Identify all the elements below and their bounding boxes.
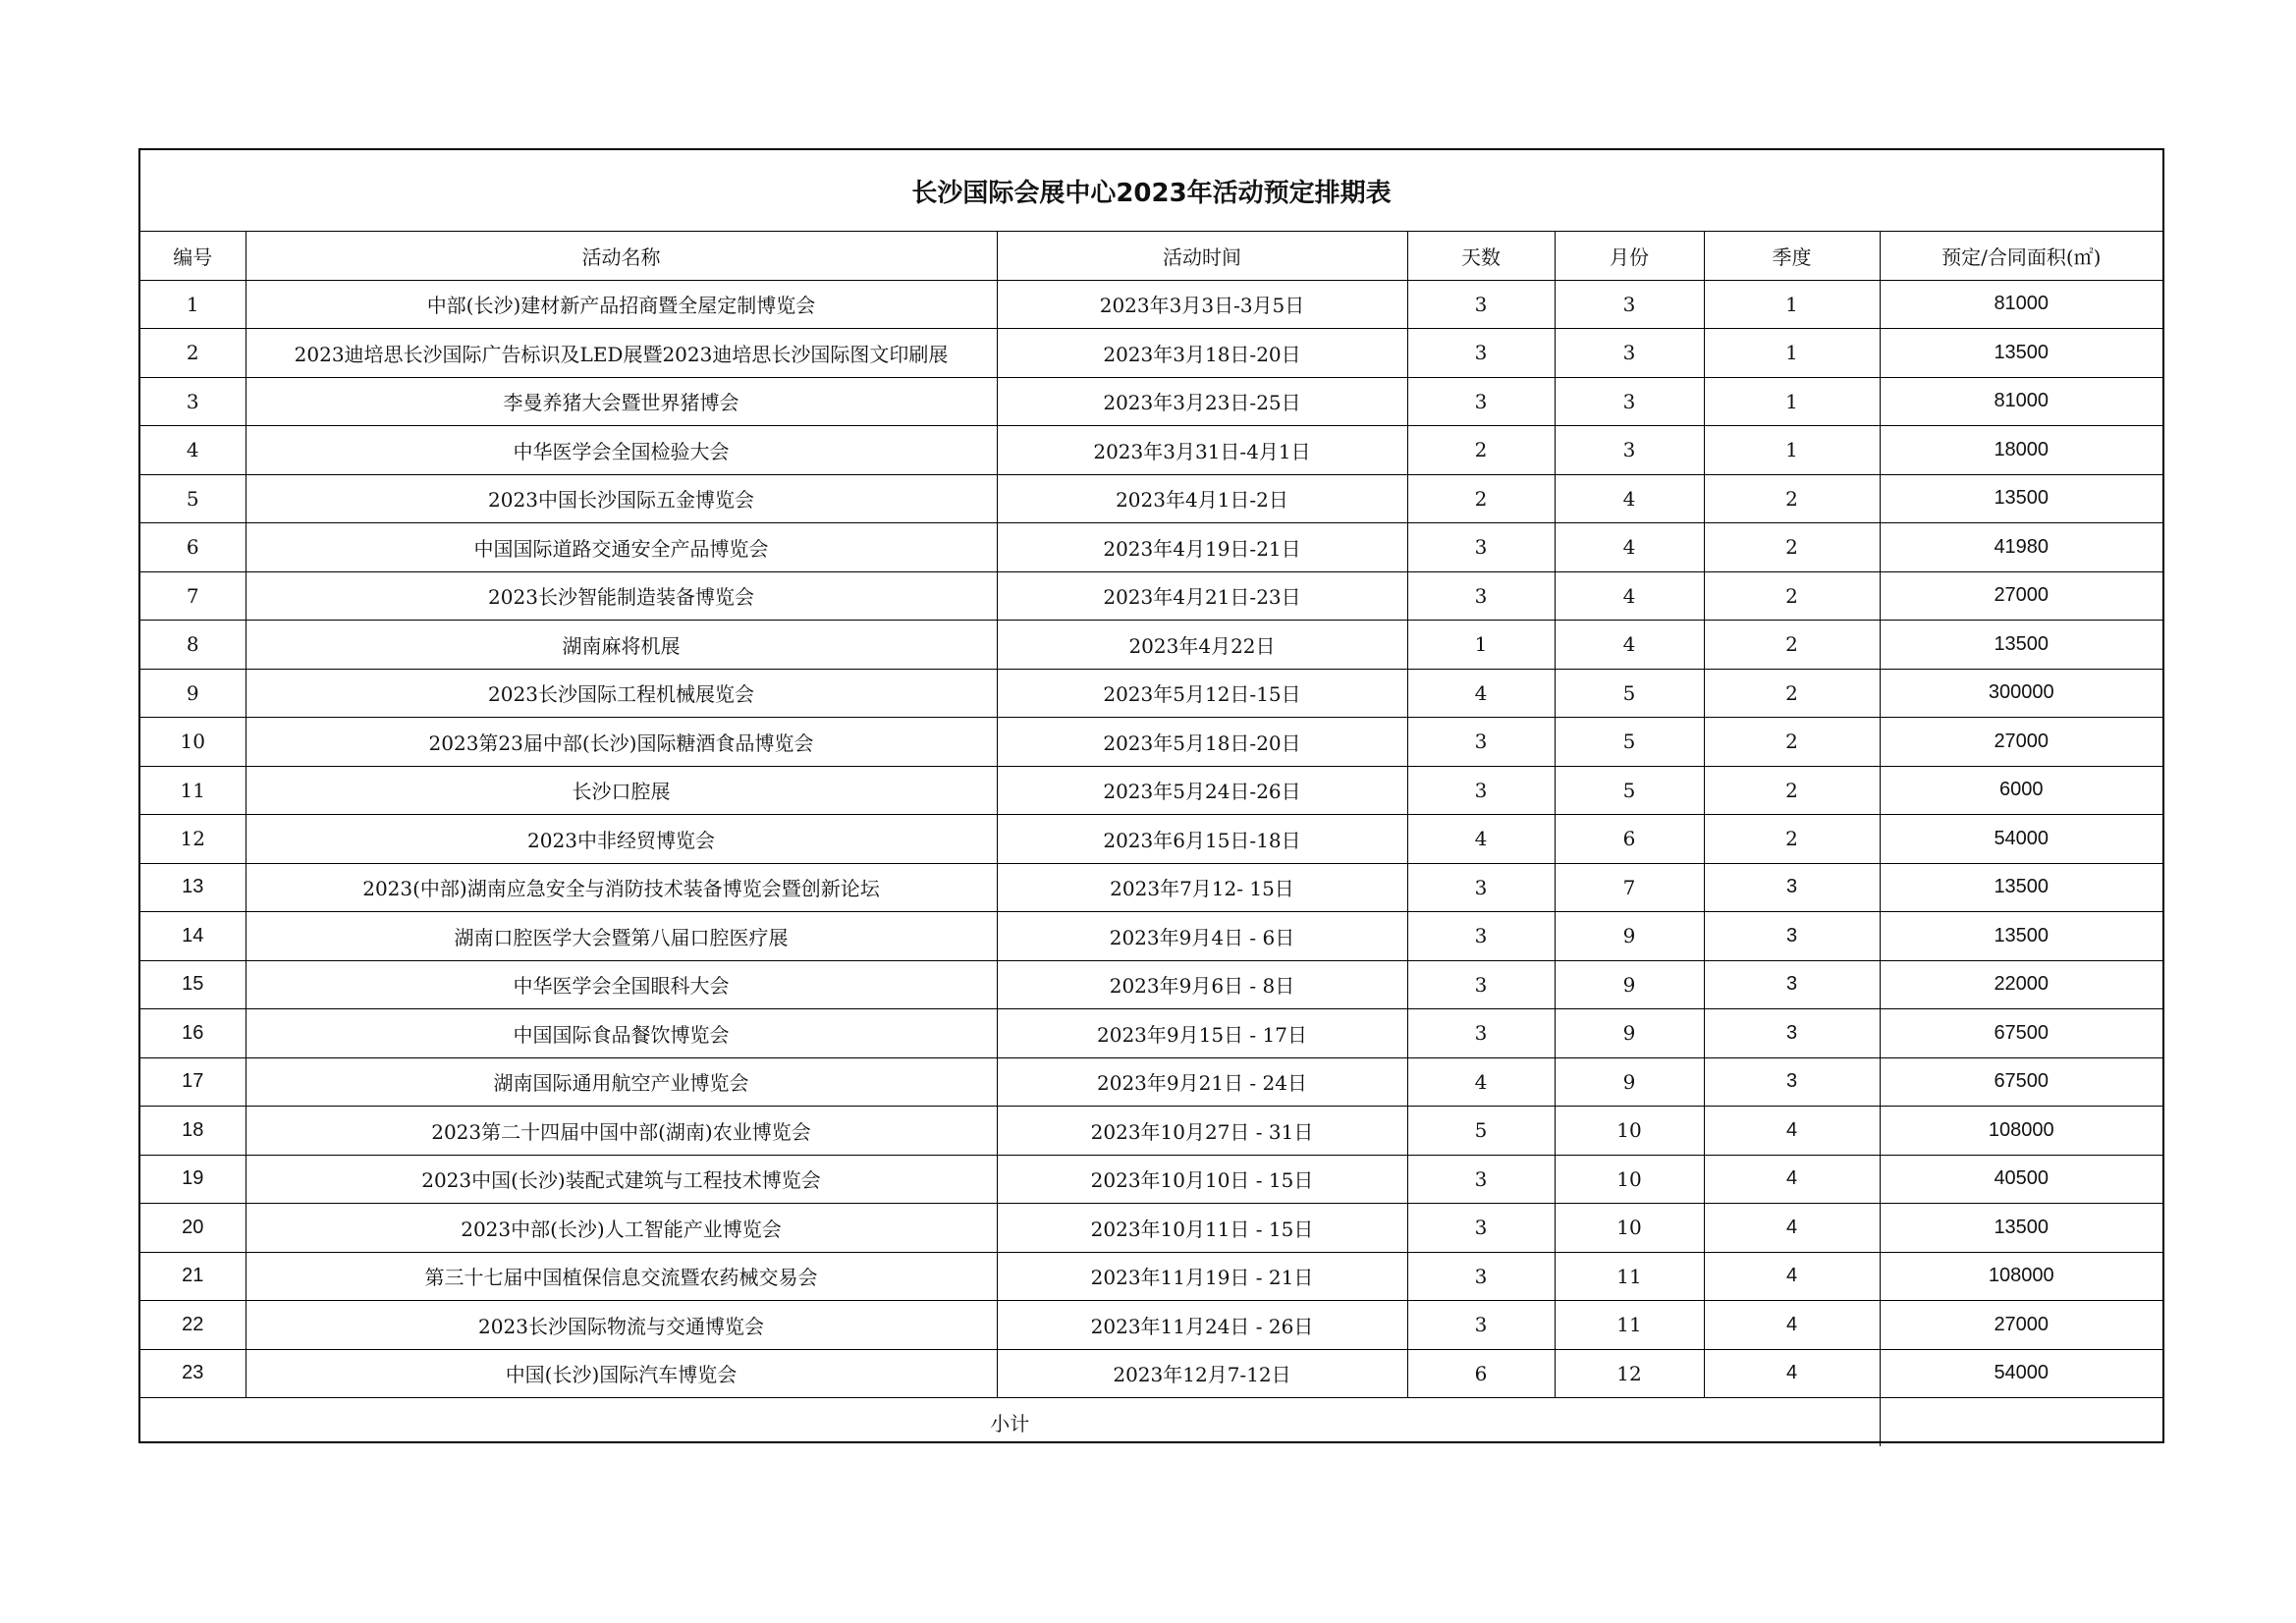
table-row xyxy=(140,815,2162,864)
row-number: 4 xyxy=(140,426,246,475)
event-month: 10 xyxy=(1555,1204,1704,1253)
row-number: 23 xyxy=(140,1349,246,1398)
event-area: 13500 xyxy=(1880,863,2162,912)
event-name: 湖南国际通用航空产业博览会 xyxy=(246,1057,997,1107)
event-name: 李曼养猪大会暨世界猪博会 xyxy=(246,377,997,426)
event-month: 12 xyxy=(1555,1349,1704,1398)
event-area: 40500 xyxy=(1880,1155,2162,1204)
event-days: 4 xyxy=(1407,669,1555,718)
event-quarter: 2 xyxy=(1704,718,1880,767)
row-number: 3 xyxy=(140,377,246,426)
subtotal-row xyxy=(140,1398,2162,1446)
event-quarter: 1 xyxy=(1704,280,1880,329)
header-event-name: 活动名称 xyxy=(246,232,997,281)
row-number: 6 xyxy=(140,523,246,572)
event-month: 9 xyxy=(1555,912,1704,961)
event-time: 2023年3月23日-25日 xyxy=(997,377,1407,426)
event-quarter: 3 xyxy=(1704,960,1880,1009)
title-row xyxy=(140,150,2162,232)
event-month: 3 xyxy=(1555,280,1704,329)
event-area: 27000 xyxy=(1880,718,2162,767)
event-quarter: 2 xyxy=(1704,766,1880,815)
table-row xyxy=(140,912,2162,961)
event-area: 41980 xyxy=(1880,523,2162,572)
event-name: 2023(中部)湖南应急安全与消防技术装备博览会暨创新论坛 xyxy=(246,863,997,912)
header-days: 天数 xyxy=(1407,232,1555,281)
event-time: 2023年10月27日 - 31日 xyxy=(997,1107,1407,1156)
event-time: 2023年7月12- 15日 xyxy=(997,863,1407,912)
table-row xyxy=(140,571,2162,621)
event-area: 27000 xyxy=(1880,571,2162,621)
event-area: 27000 xyxy=(1880,1301,2162,1350)
event-name: 中国国际食品餐饮博览会 xyxy=(246,1009,997,1058)
event-quarter: 4 xyxy=(1704,1252,1880,1301)
table-row xyxy=(140,960,2162,1009)
event-time: 2023年5月18日-20日 xyxy=(997,718,1407,767)
event-name: 中部(长沙)建材新产品招商暨全屋定制博览会 xyxy=(246,280,997,329)
table-row xyxy=(140,1349,2162,1398)
event-area: 13500 xyxy=(1880,1204,2162,1253)
event-quarter: 1 xyxy=(1704,426,1880,475)
table-row xyxy=(140,1301,2162,1350)
event-name: 2023长沙国际物流与交通博览会 xyxy=(246,1301,997,1350)
event-days: 3 xyxy=(1407,718,1555,767)
event-time: 2023年12月7-12日 xyxy=(997,1349,1407,1398)
event-name: 湖南麻将机展 xyxy=(246,621,997,670)
row-number: 9 xyxy=(140,669,246,718)
event-time: 2023年11月19日 - 21日 xyxy=(997,1252,1407,1301)
row-number: 15 xyxy=(140,960,246,1009)
event-area: 108000 xyxy=(1880,1252,2162,1301)
event-time: 2023年3月31日-4月1日 xyxy=(997,426,1407,475)
event-area: 300000 xyxy=(1880,669,2162,718)
event-month: 3 xyxy=(1555,329,1704,378)
event-name: 2023迪培思长沙国际广告标识及LED展暨2023迪培思长沙国际图文印刷展 xyxy=(246,329,997,378)
schedule-table xyxy=(140,150,2162,1446)
event-month: 11 xyxy=(1555,1301,1704,1350)
table-row xyxy=(140,669,2162,718)
event-days: 3 xyxy=(1407,377,1555,426)
event-quarter: 4 xyxy=(1704,1107,1880,1156)
event-days: 3 xyxy=(1407,912,1555,961)
event-time: 2023年3月3日-3月5日 xyxy=(997,280,1407,329)
event-month: 7 xyxy=(1555,863,1704,912)
event-month: 3 xyxy=(1555,377,1704,426)
table-row xyxy=(140,621,2162,670)
event-name: 长沙口腔展 xyxy=(246,766,997,815)
event-area: 6000 xyxy=(1880,766,2162,815)
event-area: 81000 xyxy=(1880,377,2162,426)
row-number: 5 xyxy=(140,474,246,523)
event-name: 第三十七届中国植保信息交流暨农药械交易会 xyxy=(246,1252,997,1301)
header-row xyxy=(140,232,2162,281)
table-row xyxy=(140,329,2162,378)
event-name: 中国国际道路交通安全产品博览会 xyxy=(246,523,997,572)
table-row xyxy=(140,1107,2162,1156)
table-title: 长沙国际会展中心2023年活动预定排期表 xyxy=(140,150,2162,232)
event-area: 54000 xyxy=(1880,815,2162,864)
event-time: 2023年10月11日 - 15日 xyxy=(997,1204,1407,1253)
header-area: 预定/合同面积(㎡) xyxy=(1880,232,2162,281)
event-area: 18000 xyxy=(1880,426,2162,475)
event-quarter: 3 xyxy=(1704,863,1880,912)
event-quarter: 2 xyxy=(1704,815,1880,864)
event-time: 2023年4月22日 xyxy=(997,621,1407,670)
event-days: 3 xyxy=(1407,1252,1555,1301)
row-number: 12 xyxy=(140,815,246,864)
event-days: 3 xyxy=(1407,1155,1555,1204)
event-quarter: 2 xyxy=(1704,523,1880,572)
row-number: 16 xyxy=(140,1009,246,1058)
table-row xyxy=(140,1057,2162,1107)
row-number: 18 xyxy=(140,1107,246,1156)
event-name: 2023中国长沙国际五金博览会 xyxy=(246,474,997,523)
event-quarter: 2 xyxy=(1704,669,1880,718)
table-row xyxy=(140,1252,2162,1301)
header-quarter: 季度 xyxy=(1704,232,1880,281)
event-time: 2023年6月15日-18日 xyxy=(997,815,1407,864)
event-days: 3 xyxy=(1407,960,1555,1009)
header-month: 月份 xyxy=(1555,232,1704,281)
row-number: 20 xyxy=(140,1204,246,1253)
event-days: 2 xyxy=(1407,474,1555,523)
event-days: 1 xyxy=(1407,621,1555,670)
event-time: 2023年9月15日 - 17日 xyxy=(997,1009,1407,1058)
event-quarter: 2 xyxy=(1704,621,1880,670)
event-time: 2023年10月10日 - 15日 xyxy=(997,1155,1407,1204)
event-quarter: 4 xyxy=(1704,1301,1880,1350)
event-days: 6 xyxy=(1407,1349,1555,1398)
event-name: 2023长沙智能制造装备博览会 xyxy=(246,571,997,621)
event-month: 10 xyxy=(1555,1155,1704,1204)
event-days: 3 xyxy=(1407,329,1555,378)
row-number: 10 xyxy=(140,718,246,767)
event-name: 2023长沙国际工程机械展览会 xyxy=(246,669,997,718)
event-days: 3 xyxy=(1407,571,1555,621)
event-days: 3 xyxy=(1407,766,1555,815)
table-row xyxy=(140,1155,2162,1204)
event-month: 5 xyxy=(1555,669,1704,718)
header-number: 编号 xyxy=(140,232,246,281)
table-row xyxy=(140,377,2162,426)
table-row xyxy=(140,766,2162,815)
row-number: 13 xyxy=(140,863,246,912)
header-event-time: 活动时间 xyxy=(997,232,1407,281)
event-time: 2023年4月19日-21日 xyxy=(997,523,1407,572)
event-name: 中国(长沙)国际汽车博览会 xyxy=(246,1349,997,1398)
event-name: 2023第二十四届中国中部(湖南)农业博览会 xyxy=(246,1107,997,1156)
event-area: 108000 xyxy=(1880,1107,2162,1156)
row-number: 19 xyxy=(140,1155,246,1204)
event-quarter: 3 xyxy=(1704,1009,1880,1058)
event-quarter: 4 xyxy=(1704,1155,1880,1204)
table-row xyxy=(140,863,2162,912)
event-quarter: 2 xyxy=(1704,571,1880,621)
event-month: 9 xyxy=(1555,1009,1704,1058)
event-quarter: 1 xyxy=(1704,377,1880,426)
event-area: 13500 xyxy=(1880,621,2162,670)
event-area: 67500 xyxy=(1880,1057,2162,1107)
event-name: 2023第23届中部(长沙)国际糖酒食品博览会 xyxy=(246,718,997,767)
table-row xyxy=(140,718,2162,767)
event-name: 中华医学会全国检验大会 xyxy=(246,426,997,475)
row-number: 1 xyxy=(140,280,246,329)
event-name: 2023中国(长沙)装配式建筑与工程技术博览会 xyxy=(246,1155,997,1204)
event-days: 3 xyxy=(1407,1301,1555,1350)
row-number: 2 xyxy=(140,329,246,378)
event-quarter: 4 xyxy=(1704,1204,1880,1253)
event-quarter: 3 xyxy=(1704,912,1880,961)
table-row xyxy=(140,474,2162,523)
event-month: 4 xyxy=(1555,621,1704,670)
table-row xyxy=(140,1204,2162,1253)
event-month: 4 xyxy=(1555,523,1704,572)
event-month: 11 xyxy=(1555,1252,1704,1301)
event-days: 3 xyxy=(1407,863,1555,912)
event-area: 67500 xyxy=(1880,1009,2162,1058)
event-name: 2023中部(长沙)人工智能产业博览会 xyxy=(246,1204,997,1253)
event-time: 2023年4月21日-23日 xyxy=(997,571,1407,621)
event-days: 2 xyxy=(1407,426,1555,475)
row-number: 7 xyxy=(140,571,246,621)
row-number: 21 xyxy=(140,1252,246,1301)
event-time: 2023年5月12日-15日 xyxy=(997,669,1407,718)
subtotal-value xyxy=(1880,1398,2162,1446)
row-number: 17 xyxy=(140,1057,246,1107)
event-month: 5 xyxy=(1555,766,1704,815)
event-month: 5 xyxy=(1555,718,1704,767)
table-row xyxy=(140,280,2162,329)
event-time: 2023年5月24日-26日 xyxy=(997,766,1407,815)
event-month: 3 xyxy=(1555,426,1704,475)
event-name: 中华医学会全国眼科大会 xyxy=(246,960,997,1009)
event-month: 9 xyxy=(1555,1057,1704,1107)
row-number: 11 xyxy=(140,766,246,815)
event-days: 3 xyxy=(1407,1204,1555,1253)
event-time: 2023年4月1日-2日 xyxy=(997,474,1407,523)
event-time: 2023年9月21日 - 24日 xyxy=(997,1057,1407,1107)
event-area: 22000 xyxy=(1880,960,2162,1009)
event-days: 3 xyxy=(1407,523,1555,572)
row-number: 8 xyxy=(140,621,246,670)
event-time: 2023年9月4日 - 6日 xyxy=(997,912,1407,961)
event-month: 6 xyxy=(1555,815,1704,864)
event-month: 4 xyxy=(1555,571,1704,621)
event-area: 13500 xyxy=(1880,329,2162,378)
subtotal-label: 小计 xyxy=(140,1398,1880,1446)
event-area: 54000 xyxy=(1880,1349,2162,1398)
event-quarter: 4 xyxy=(1704,1349,1880,1398)
table-row xyxy=(140,426,2162,475)
event-name: 2023中非经贸博览会 xyxy=(246,815,997,864)
row-number: 22 xyxy=(140,1301,246,1350)
event-month: 4 xyxy=(1555,474,1704,523)
event-area: 81000 xyxy=(1880,280,2162,329)
event-quarter: 2 xyxy=(1704,474,1880,523)
event-days: 3 xyxy=(1407,280,1555,329)
event-days: 3 xyxy=(1407,1009,1555,1058)
table-row xyxy=(140,523,2162,572)
event-area: 13500 xyxy=(1880,912,2162,961)
event-days: 4 xyxy=(1407,1057,1555,1107)
event-month: 10 xyxy=(1555,1107,1704,1156)
event-time: 2023年3月18日-20日 xyxy=(997,329,1407,378)
event-time: 2023年9月6日 - 8日 xyxy=(997,960,1407,1009)
event-time: 2023年11月24日 - 26日 xyxy=(997,1301,1407,1350)
row-number: 14 xyxy=(140,912,246,961)
event-quarter: 3 xyxy=(1704,1057,1880,1107)
event-name: 湖南口腔医学大会暨第八届口腔医疗展 xyxy=(246,912,997,961)
table-row xyxy=(140,1009,2162,1058)
event-area: 13500 xyxy=(1880,474,2162,523)
event-days: 4 xyxy=(1407,815,1555,864)
schedule-sheet xyxy=(138,148,2164,1443)
event-quarter: 1 xyxy=(1704,329,1880,378)
event-month: 9 xyxy=(1555,960,1704,1009)
event-days: 5 xyxy=(1407,1107,1555,1156)
